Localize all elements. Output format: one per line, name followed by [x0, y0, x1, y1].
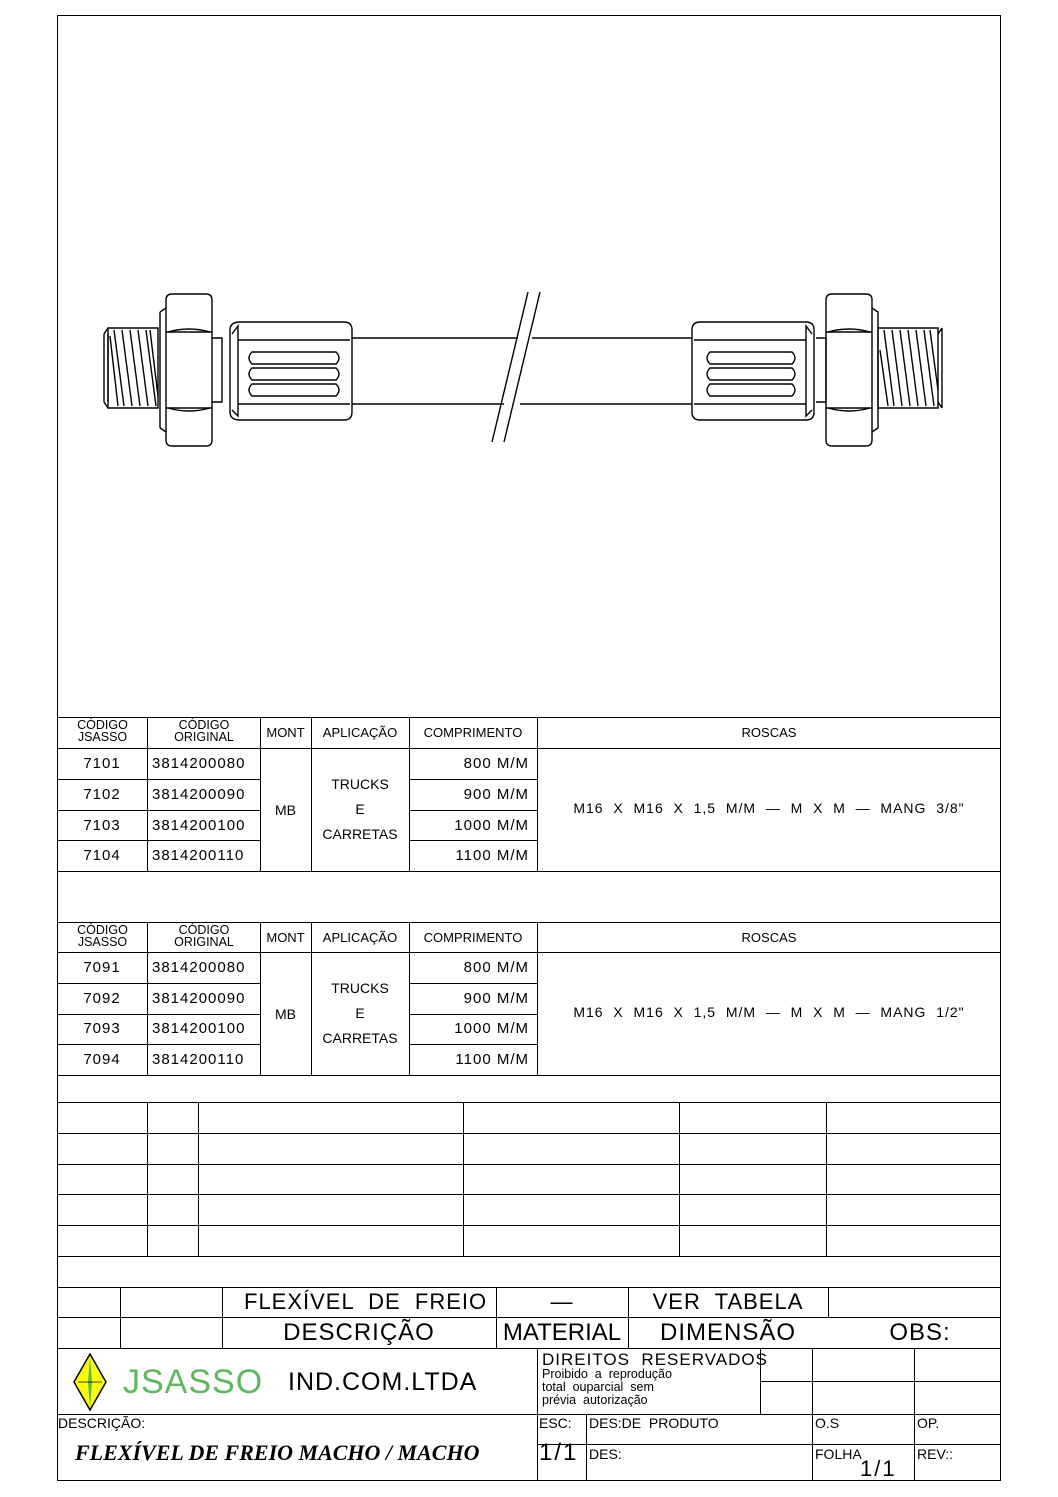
cell-jsasso: 7094 [83, 1051, 121, 1068]
right-ferrule [692, 322, 814, 420]
cell-original: 3814200080 [152, 755, 246, 772]
cell-aplicacao-1: TRUCKS [331, 776, 389, 792]
cell-jsasso: 7092 [83, 990, 121, 1007]
header-roscas: ROSCAS [741, 725, 797, 740]
parts-dimensao-value: VER TABELA [652, 1289, 804, 1314]
folha-value: 1/1 [860, 1456, 897, 1481]
cell-comprimento: 900 M/M [463, 786, 529, 803]
folha-label: FOLHA [815, 1446, 862, 1462]
cell-jsasso: 7101 [83, 755, 121, 772]
header-codigo-jsasso: CÓDIGO JSASSO [77, 718, 128, 744]
parts-material-value: — [550, 1289, 574, 1314]
cell-original: 3814200090 [152, 786, 246, 803]
cell-aplicacao-2: E [355, 801, 365, 817]
header-codigo-jsasso: CÓDIGO JSASSO [77, 923, 128, 949]
header-aplicacao: APLICAÇÃO [322, 725, 398, 740]
cell-mont: MB [275, 802, 296, 818]
header-roscas: ROSCAS [741, 930, 797, 945]
des-label: DES: [589, 1446, 622, 1462]
header-codigo-original: CÓDIGO ORIGINAL [174, 718, 234, 744]
parts-descricao-label: DESCRIÇÃO [283, 1319, 435, 1346]
left-thread [104, 328, 158, 408]
cell-jsasso: 7103 [83, 817, 121, 834]
company-logo-icon [70, 1352, 110, 1412]
cell-comprimento: 1100 M/M [455, 1051, 529, 1068]
drawing-title: FLEXÍVEL DE FREIO MACHO / MACHO [75, 1440, 480, 1465]
cell-comprimento: 1000 M/M [454, 1020, 529, 1037]
cell-original: 3814200080 [152, 959, 246, 976]
cell-original: 3814200110 [152, 847, 245, 864]
cell-aplicacao-3: CARRETAS [322, 826, 398, 842]
cell-original: 3814200100 [152, 817, 246, 834]
rights-line-3: prévia autorização [542, 1393, 648, 1407]
company-name: JSASSO [123, 1363, 264, 1401]
os-label: O.S [815, 1415, 840, 1431]
left-ferrule [230, 322, 352, 420]
cell-comprimento: 800 M/M [463, 755, 529, 772]
esc-label: ESC: [539, 1415, 572, 1431]
header-comprimento: COMPRIMENTO [423, 930, 523, 945]
right-thread [878, 328, 942, 408]
hose-drawing [0, 0, 1058, 700]
cell-aplicacao-3: CARRETAS [322, 1030, 398, 1046]
cell-aplicacao-1: TRUCKS [331, 980, 389, 996]
header-comprimento: COMPRIMENTO [423, 725, 523, 740]
rights-title: DIREITOS RESERVADOS [542, 1350, 768, 1369]
right-hex-nut [816, 294, 878, 446]
parts-descricao-value: FLEXÍVEL DE FREIO [244, 1289, 488, 1314]
cell-comprimento: 900 M/M [463, 990, 529, 1007]
cell-roscas: M16 X M16 X 1,5 M/M — M X M — MANG 3/8" [573, 800, 965, 816]
cell-jsasso: 7093 [83, 1020, 121, 1037]
rights-line-1: Proibido a reprodução [542, 1367, 672, 1381]
cell-aplicacao-2: E [355, 1005, 365, 1021]
left-hex-nut [160, 294, 222, 446]
rights-line-2: total ouparcial sem [542, 1380, 654, 1394]
descricao-label: DESCRIÇÃO: [58, 1415, 146, 1431]
header-aplicacao: APLICAÇÃO [322, 930, 398, 945]
cell-mont: MB [275, 1006, 296, 1022]
cell-original: 3814200090 [152, 990, 246, 1007]
cell-comprimento: 1100 M/M [455, 847, 529, 864]
parts-material-label: MATERIAL [502, 1319, 622, 1346]
cell-jsasso: 7102 [83, 786, 121, 803]
cell-jsasso: 7091 [83, 959, 121, 976]
des-produto-label: DES:DE PRODUTO [589, 1415, 719, 1431]
cell-jsasso: 7104 [83, 847, 121, 864]
esc-value: 1/1 [539, 1439, 579, 1466]
op-label: OP. [917, 1415, 940, 1431]
header-codigo-original: CÓDIGO ORIGINAL [174, 923, 234, 949]
cell-original: 3814200100 [152, 1020, 246, 1037]
cell-original: 3814200110 [152, 1051, 245, 1068]
cell-roscas: M16 X M16 X 1,5 M/M — M X M — MANG 1/2" [573, 1004, 965, 1020]
company-suffix: IND.COM.LTDA [288, 1368, 478, 1396]
header-mont: MONT [266, 930, 305, 945]
parts-dimensao-label: DIMENSÃO [659, 1319, 796, 1346]
cell-comprimento: 800 M/M [463, 959, 529, 976]
cell-comprimento: 1000 M/M [454, 817, 529, 834]
parts-obs-label: OBS: [889, 1319, 951, 1346]
rev-label: REV:: [917, 1446, 954, 1462]
header-mont: MONT [266, 725, 305, 740]
